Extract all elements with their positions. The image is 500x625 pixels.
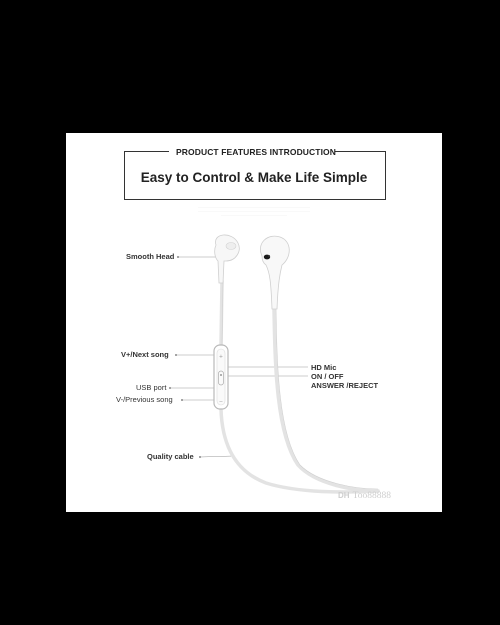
watermark-logo: DH — [338, 491, 350, 500]
callout-hd-mic: HD Mic — [311, 363, 337, 372]
earphone-illustration — [66, 133, 442, 512]
svg-text:+: + — [218, 354, 224, 360]
fine-print: ················································································································ ················································································································ ·································································· — [198, 205, 310, 217]
headline: Easy to Control & Make Life Simple — [140, 170, 368, 185]
watermark-store-name: Too88888 — [352, 491, 391, 501]
callout-answer-reject: ANSWER /REJECT — [311, 381, 379, 390]
store-watermark — [338, 491, 391, 501]
section-title: PRODUCT FEATURES INTRODUCTION — [176, 147, 336, 157]
callout-on-off: ON / OFF — [311, 372, 344, 381]
callout-v-minus: V-/Previous song — [116, 395, 173, 404]
svg-text:−: − — [218, 399, 224, 405]
callout-quality-cable: Quality cable — [147, 452, 194, 461]
callout-smooth-head: Smooth Head — [126, 252, 175, 261]
product-panel — [66, 133, 442, 512]
callout-usb-port: USB port — [136, 383, 167, 392]
callout-v-plus: V+/Next song — [121, 350, 169, 359]
